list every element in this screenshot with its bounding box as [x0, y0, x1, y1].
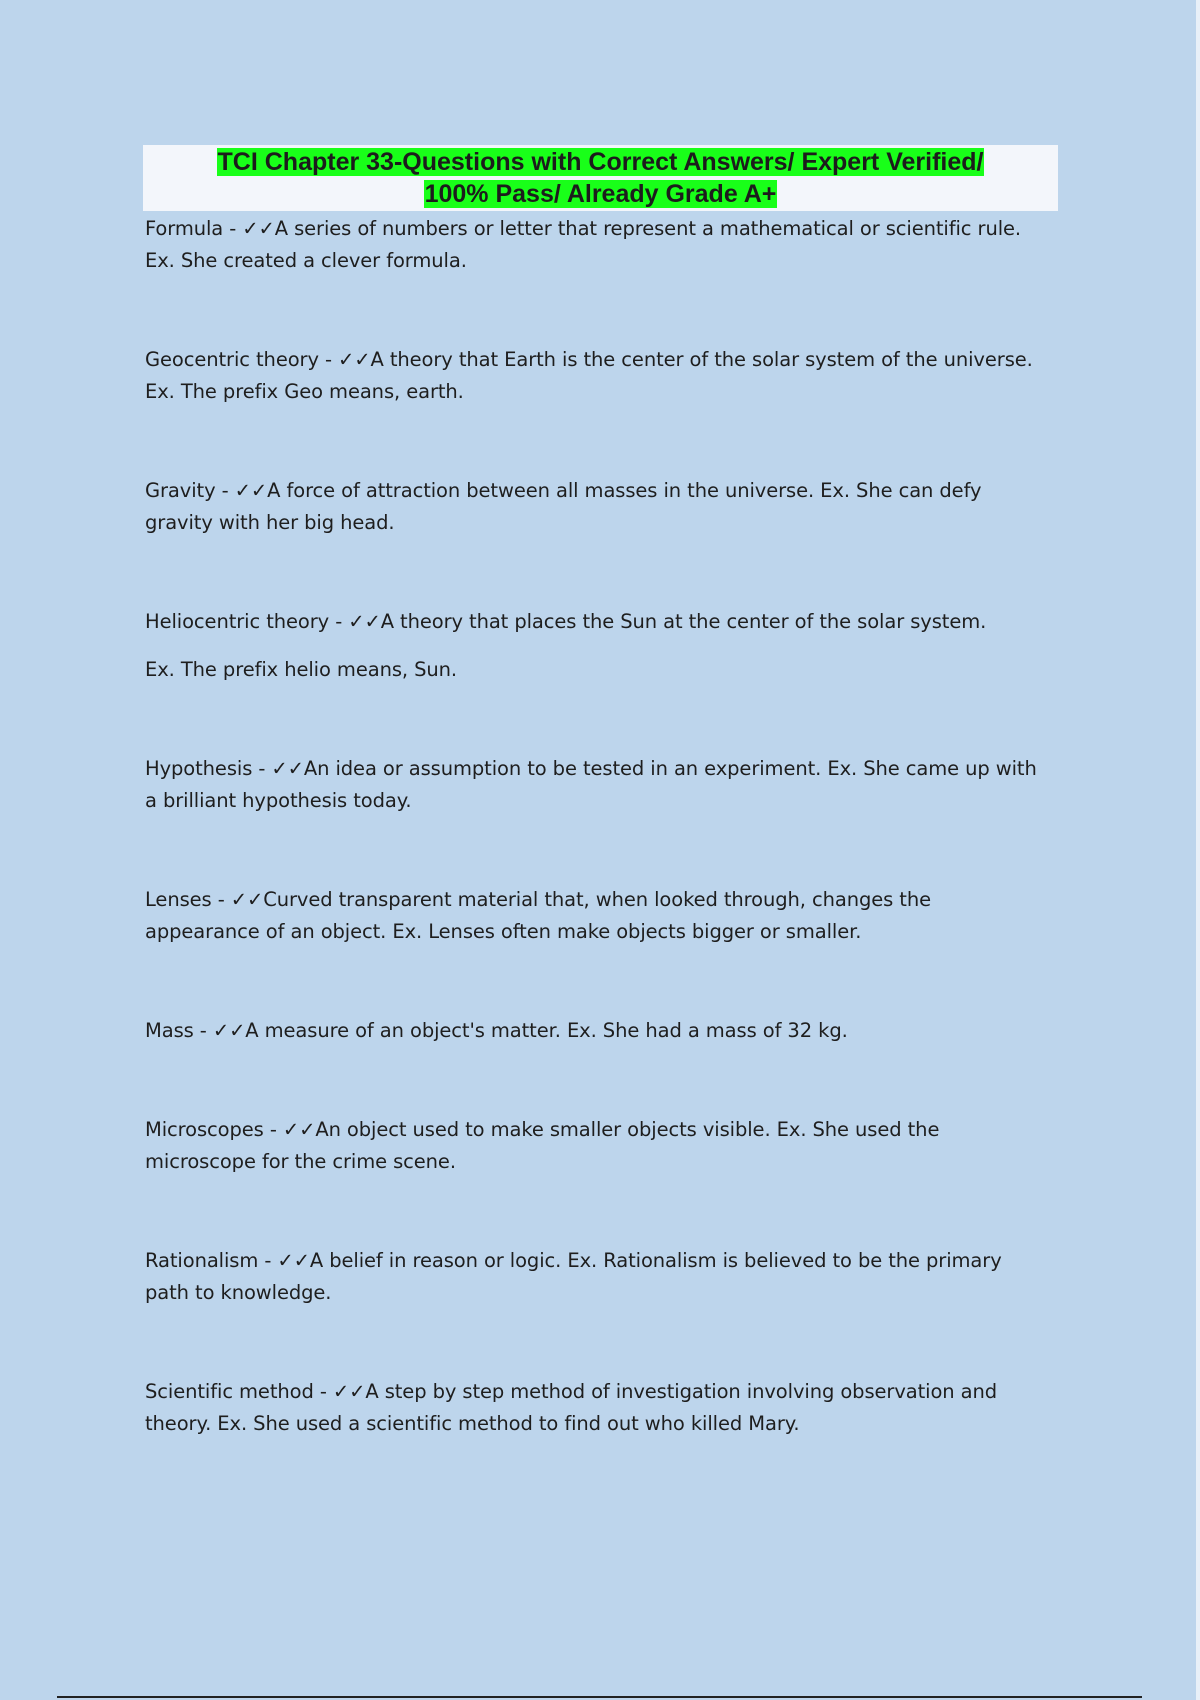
term-entry-scientific-method — [145, 1376, 1060, 1440]
entry-line: Hypothesis - ✓✓An idea or assumption to be tested in an experiment. Ex. She came up with — [145, 757, 1037, 780]
term-entry-gravity — [145, 475, 1060, 539]
entry-line: Formula - ✓✓A series of numbers or letter that represent a mathematical or scientific rule. — [145, 217, 1022, 240]
term-entry-lenses — [145, 884, 1060, 948]
entry-line: Rationalism - ✓✓A belief in reason or logic. Ex. Rationalism is believed to be the primary — [145, 1249, 1002, 1272]
page-bottom-rule — [57, 1696, 1142, 1698]
title-highlight-2: 100% Pass/ Already Grade A+ — [424, 180, 777, 208]
entry-line: path to knowledge. — [145, 1281, 332, 1304]
entry-line: appearance of an object. Ex. Lenses often make objects bigger or smaller. — [145, 920, 862, 943]
entry-line: Gravity - ✓✓A force of attraction between all masses in the universe. Ex. She can defy — [145, 479, 982, 502]
entry-line: Ex. The prefix helio means, Sun. — [145, 658, 457, 681]
title-highlight-1: TCI Chapter 33-Questions with Correct Answers/ Expert Verified/ — [217, 148, 984, 176]
term-entry-mass — [145, 1015, 1060, 1047]
document-title-block — [143, 145, 1058, 211]
term-entry-microscopes — [145, 1114, 1060, 1178]
term-entry-rationalism — [145, 1245, 1060, 1309]
entry-line: Microscopes - ✓✓An object used to make smaller objects visible. Ex. She used the — [145, 1118, 940, 1141]
entry-line: Scientific method - ✓✓A step by step method of investigation involving observation and — [145, 1380, 998, 1403]
entry-line: Lenses - ✓✓Curved transparent material that, when looked through, changes the — [145, 888, 931, 911]
document-title-line-2 — [143, 179, 1058, 210]
entry-line: theory. Ex. She used a scientific method to find out who killed Mary. — [145, 1412, 800, 1435]
page-right-edge — [1196, 0, 1200, 1700]
term-entry-heliocentric-theory — [145, 606, 1060, 686]
entry-line: microscope for the crime scene. — [145, 1150, 456, 1173]
term-entry-formula — [145, 213, 1060, 277]
entry-line: a brilliant hypothesis today. — [145, 789, 412, 812]
entry-line: Heliocentric theory - ✓✓A theory that places the Sun at the center of the solar system. — [145, 610, 987, 633]
entry-line: Mass - ✓✓A measure of an object's matter. Ex. She had a mass of 32 kg. — [145, 1019, 848, 1042]
term-entry-geocentric-theory — [145, 344, 1060, 408]
entry-line: gravity with her big head. — [145, 511, 395, 534]
entry-line: Ex. The prefix Geo means, earth. — [145, 380, 464, 403]
document-title-line-1 — [143, 147, 1058, 178]
entry-line: Geocentric theory - ✓✓A theory that Earth is the center of the solar system of the universe. — [145, 348, 1033, 371]
term-entry-hypothesis — [145, 753, 1060, 817]
entry-line: Ex. She created a clever formula. — [145, 249, 467, 272]
